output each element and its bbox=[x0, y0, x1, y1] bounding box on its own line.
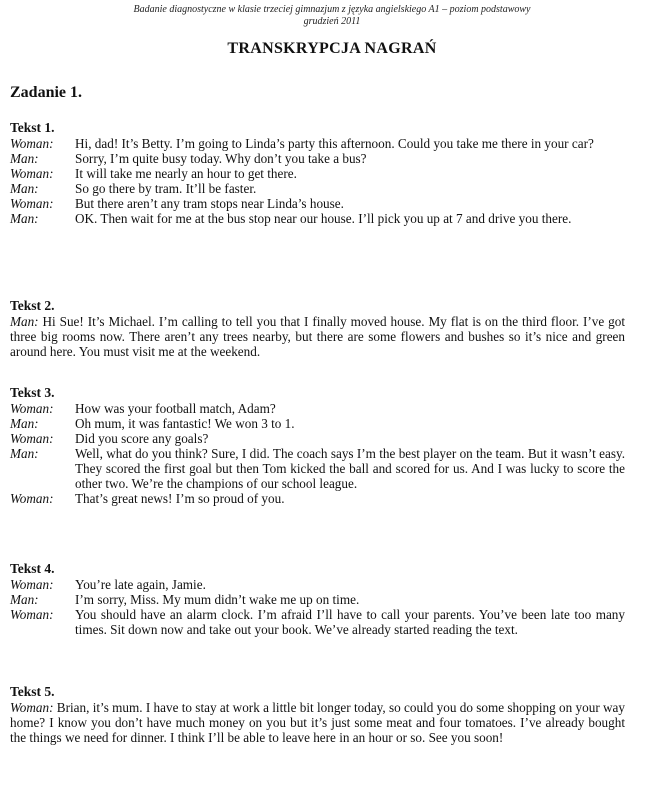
speaker: Man: bbox=[10, 181, 39, 196]
utterance: Oh mum, it was fantastic! We won 3 to 1. bbox=[75, 416, 295, 431]
dialogue-line bbox=[10, 211, 625, 226]
tekst-1-title: Tekst 1. bbox=[10, 120, 55, 135]
speaker: Man: bbox=[10, 446, 39, 461]
tekst-3 bbox=[10, 385, 625, 506]
speaker: Man: bbox=[10, 211, 39, 226]
dialogue-line bbox=[10, 401, 625, 416]
dialogue-line bbox=[10, 491, 625, 506]
tekst-2-title: Tekst 2. bbox=[10, 298, 55, 313]
tekst-1 bbox=[10, 120, 625, 226]
monologue-text: Brian, it’s mum. I have to stay at work a little bit longer today, so could you do some shopping on your way home? I know you don’t have much money on you but it’s just some meat and four tomatoes. I’ve already bought the things we need for dinner. I think I’ll be able to leave here in an hour or so. See you soon! bbox=[10, 700, 625, 745]
utterance: OK. Then wait for me at the bus stop near our house. I’ll pick you up at 7 and drive you there. bbox=[75, 211, 572, 226]
monologue-text: Hi Sue! It’s Michael. I’m calling to tell you that I finally moved house. My flat is on the third floor. I’ve got three big rooms now. There aren’t any trees nearby, but there are some flowers and bushes so it’s nice and green around here. You must visit me at the weekend. bbox=[10, 314, 626, 359]
speaker: Man: bbox=[10, 416, 39, 431]
utterance: Hi, dad! It’s Betty. I’m going to Linda’s party this afternoon. Could you take me there in your car? bbox=[75, 136, 594, 151]
dialogue-line bbox=[10, 181, 625, 196]
utterance: I’m sorry, Miss. My mum didn’t wake me up on time. bbox=[75, 592, 360, 607]
speaker: Woman: bbox=[10, 491, 54, 506]
dialogue-line bbox=[10, 416, 625, 431]
utterance: But there aren’t any tram stops near Linda’s house. bbox=[75, 196, 344, 211]
tekst-5-title: Tekst 5. bbox=[10, 684, 55, 699]
utterance: So go there by tram. It’ll be faster. bbox=[75, 181, 257, 196]
tekst-4-title: Tekst 4. bbox=[10, 561, 55, 576]
speaker: Woman: bbox=[10, 196, 54, 211]
speaker: Woman: bbox=[10, 700, 54, 715]
speaker: Woman: bbox=[10, 431, 54, 446]
utterance: Sorry, I’m quite busy today. Why don’t you take a bus? bbox=[75, 151, 367, 166]
speaker: Man: bbox=[10, 314, 39, 329]
dialogue-line bbox=[10, 577, 625, 592]
speaker: Woman: bbox=[10, 401, 54, 416]
tekst-5 bbox=[10, 684, 625, 745]
dialogue-line bbox=[10, 431, 625, 446]
tekst-2 bbox=[10, 298, 625, 359]
monologue bbox=[10, 700, 625, 745]
dialogue-line bbox=[10, 166, 625, 181]
utterance: Well, what do you think? Sure, I did. The coach says I’m the best player on the team. But it wasn’t easy. They scored the first goal but then Tom kicked the ball and scored for us. And I was lucky to score the other two. We’re the champions of our school league. bbox=[75, 446, 625, 491]
dialogue-line bbox=[10, 136, 625, 151]
utterance: You’re late again, Jamie. bbox=[75, 577, 206, 592]
utterance: How was your football match, Adam? bbox=[75, 401, 276, 416]
dialogue-line bbox=[10, 151, 625, 166]
task-heading: Zadanie 1. bbox=[10, 84, 83, 101]
tekst-4 bbox=[10, 561, 625, 637]
utterance: You should have an alarm clock. I’m afraid I’ll have to call your parents. You’ve been late too many times. Sit down now and take out your book. We’ve already started reading the text. bbox=[75, 607, 625, 637]
utterance: That’s great news! I’m so proud of you. bbox=[75, 491, 285, 506]
page-header bbox=[0, 0, 664, 28]
dialogue-line bbox=[10, 196, 625, 211]
utterance: It will take me nearly an hour to get there. bbox=[75, 166, 297, 181]
speaker: Woman: bbox=[10, 166, 54, 181]
tekst-3-title: Tekst 3. bbox=[10, 385, 55, 400]
dialogue-line bbox=[10, 446, 625, 491]
speaker: Man: bbox=[10, 592, 39, 607]
page-title: TRANSKRYPCJA NAGRAŃ bbox=[227, 40, 437, 57]
dialogue-line bbox=[10, 607, 625, 637]
speaker: Woman: bbox=[10, 577, 54, 592]
speaker: Man: bbox=[10, 151, 39, 166]
header-line-2: grudzień 2011 bbox=[303, 16, 361, 27]
dialogue-line bbox=[10, 592, 625, 607]
speaker: Woman: bbox=[10, 136, 54, 151]
speaker: Woman: bbox=[10, 607, 54, 622]
header-line-1: Badanie diagnostyczne w klasie trzeciej gimnazjum z języka angielskiego A1 – poziom podstawowy bbox=[133, 4, 531, 15]
utterance: Did you score any goals? bbox=[75, 431, 209, 446]
monologue bbox=[10, 314, 625, 359]
